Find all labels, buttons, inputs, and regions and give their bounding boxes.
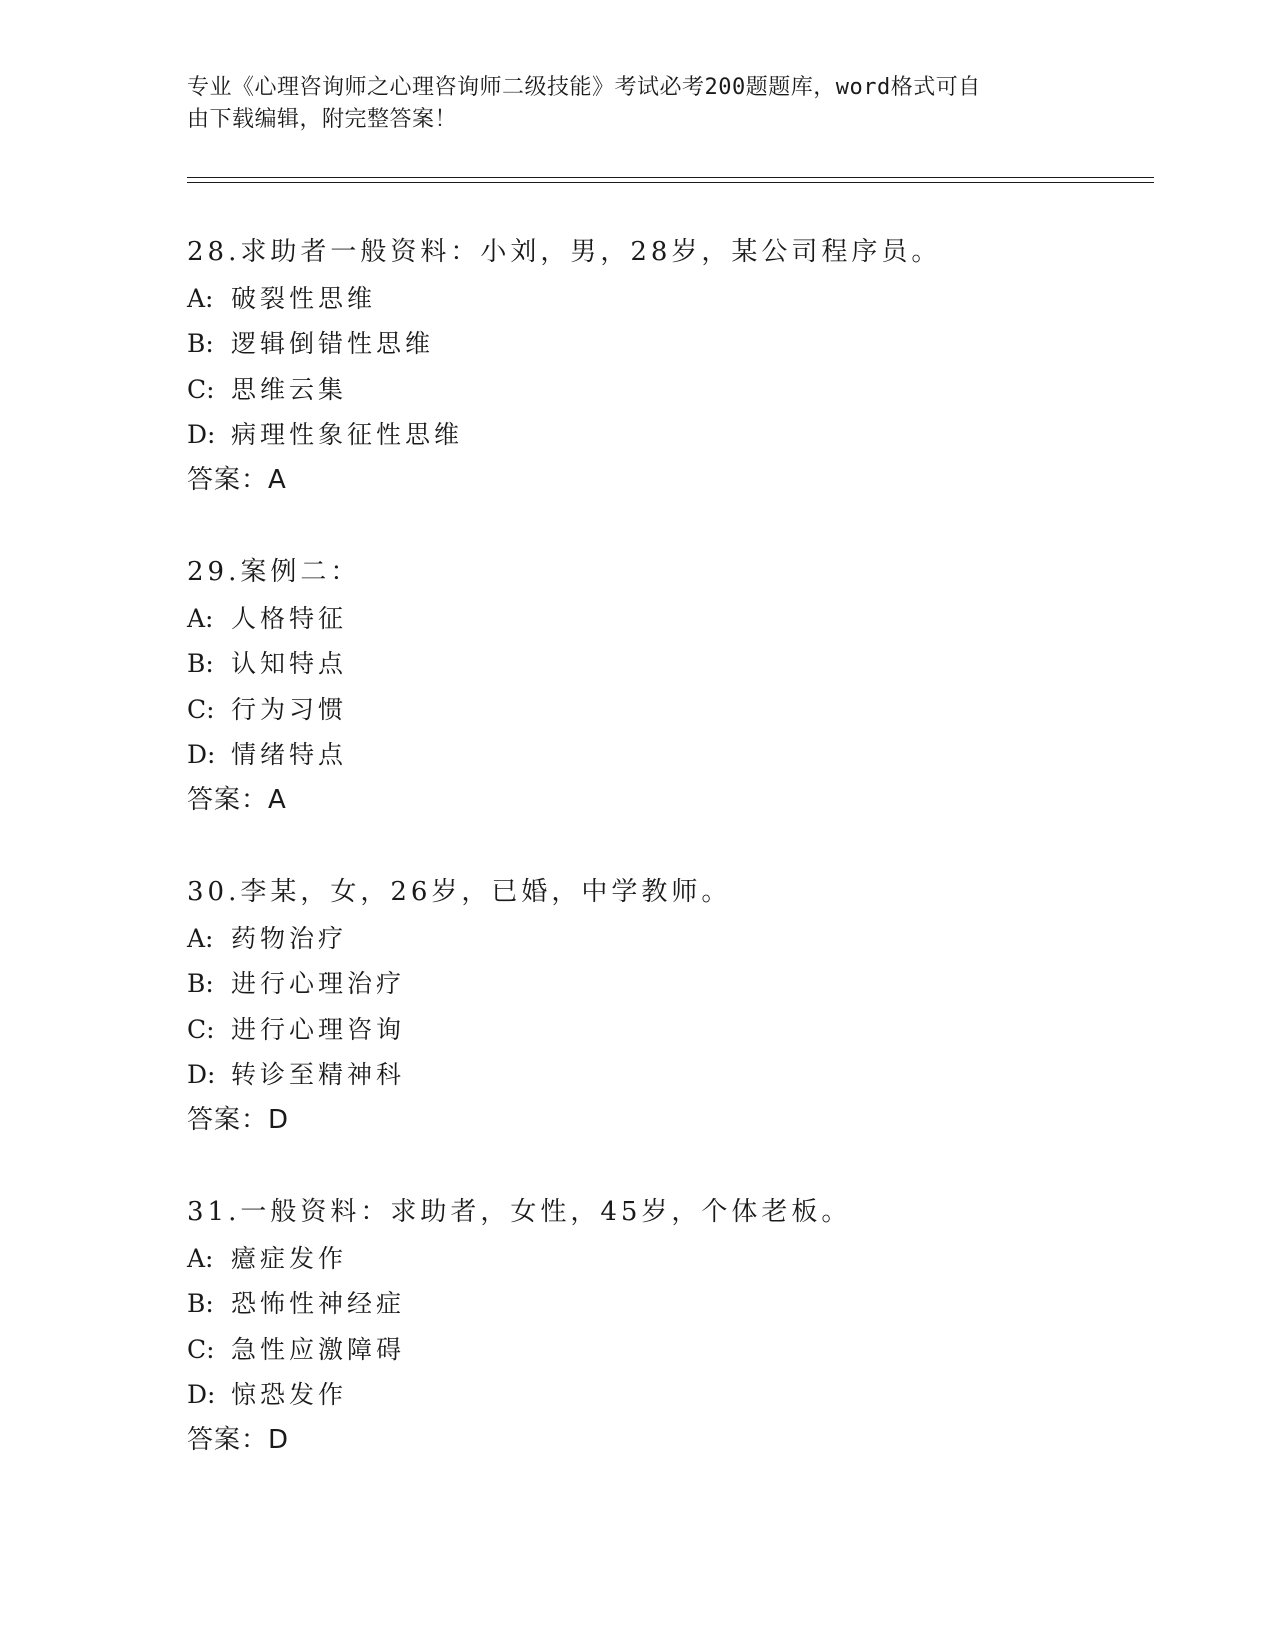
question-29 bbox=[187, 550, 1147, 823]
option-text: 惊恐发作 bbox=[231, 1380, 348, 1409]
option-b bbox=[187, 641, 1147, 687]
option-text: 急性应激障碍 bbox=[231, 1334, 406, 1364]
option-letter: D: bbox=[187, 740, 216, 769]
option-letter: A: bbox=[187, 283, 214, 313]
option-a bbox=[187, 916, 1147, 962]
option-c bbox=[187, 687, 1147, 733]
option-text: 行为习惯 bbox=[231, 694, 348, 724]
option-b bbox=[187, 1281, 1147, 1327]
option-text: 认知特点 bbox=[231, 649, 348, 678]
option-letter: D: bbox=[187, 1060, 216, 1089]
option-d bbox=[187, 1052, 1147, 1098]
option-c bbox=[187, 367, 1147, 413]
header-divider-top bbox=[187, 177, 1154, 178]
answer-line: 答案：D bbox=[187, 1104, 290, 1135]
option-text: 病理性象征性思维 bbox=[231, 420, 464, 449]
header-line-1: 专业《心理咨询师之心理咨询师二级技能》考试必考200题题库，word格式可自 bbox=[187, 75, 981, 100]
option-text: 破裂性思维 bbox=[231, 283, 377, 313]
question-28 bbox=[187, 230, 1147, 503]
option-a bbox=[187, 1236, 1147, 1282]
option-letter: A: bbox=[187, 923, 214, 953]
option-letter: C: bbox=[187, 1014, 215, 1044]
answer-line: 答案：D bbox=[187, 1424, 290, 1455]
option-letter: B: bbox=[187, 329, 214, 358]
option-text: 人格特征 bbox=[231, 603, 348, 633]
option-letter: B: bbox=[187, 649, 214, 678]
option-text: 思维云集 bbox=[231, 374, 348, 404]
option-a bbox=[187, 276, 1147, 322]
option-d bbox=[187, 1372, 1147, 1418]
option-text: 进行心理治疗 bbox=[231, 969, 406, 998]
option-a bbox=[187, 596, 1147, 642]
option-text: 癔症发作 bbox=[231, 1243, 348, 1273]
option-letter: D: bbox=[187, 1380, 216, 1409]
question-30 bbox=[187, 870, 1147, 1143]
question-stem: 29.案例二： bbox=[187, 557, 361, 587]
option-letter: B: bbox=[187, 969, 214, 998]
option-letter: B: bbox=[187, 1289, 214, 1318]
option-text: 进行心理咨询 bbox=[231, 1014, 406, 1044]
option-text: 药物治疗 bbox=[231, 923, 348, 953]
answer-line: 答案：A bbox=[187, 784, 287, 815]
document-header bbox=[187, 72, 1077, 136]
question-stem: 30.李某，女，26岁，已婚，中学教师。 bbox=[187, 877, 732, 907]
answer-line: 答案：A bbox=[187, 464, 287, 495]
question-31 bbox=[187, 1190, 1147, 1463]
option-b bbox=[187, 961, 1147, 1007]
option-b bbox=[187, 321, 1147, 367]
question-stem: 28.求助者一般资料：小刘，男，28岁，某公司程序员。 bbox=[187, 237, 942, 267]
option-letter: C: bbox=[187, 694, 215, 724]
option-letter: A: bbox=[187, 603, 214, 633]
option-d bbox=[187, 412, 1147, 458]
option-d bbox=[187, 732, 1147, 778]
header-line-2: 由下载编辑，附完整答案！ bbox=[187, 107, 458, 132]
option-c bbox=[187, 1327, 1147, 1373]
option-text: 恐怖性神经症 bbox=[231, 1289, 406, 1318]
option-text: 逻辑倒错性思维 bbox=[231, 329, 435, 358]
option-letter: C: bbox=[187, 1334, 215, 1364]
header-divider-bottom bbox=[187, 182, 1154, 183]
option-letter: D: bbox=[187, 420, 216, 449]
option-letter: C: bbox=[187, 374, 215, 404]
option-letter: A: bbox=[187, 1243, 214, 1273]
option-c bbox=[187, 1007, 1147, 1053]
question-stem: 31.一般资料：求助者，女性，45岁，个体老板。 bbox=[187, 1197, 852, 1227]
option-text: 转诊至精神科 bbox=[231, 1060, 406, 1089]
option-text: 情绪特点 bbox=[231, 740, 348, 769]
